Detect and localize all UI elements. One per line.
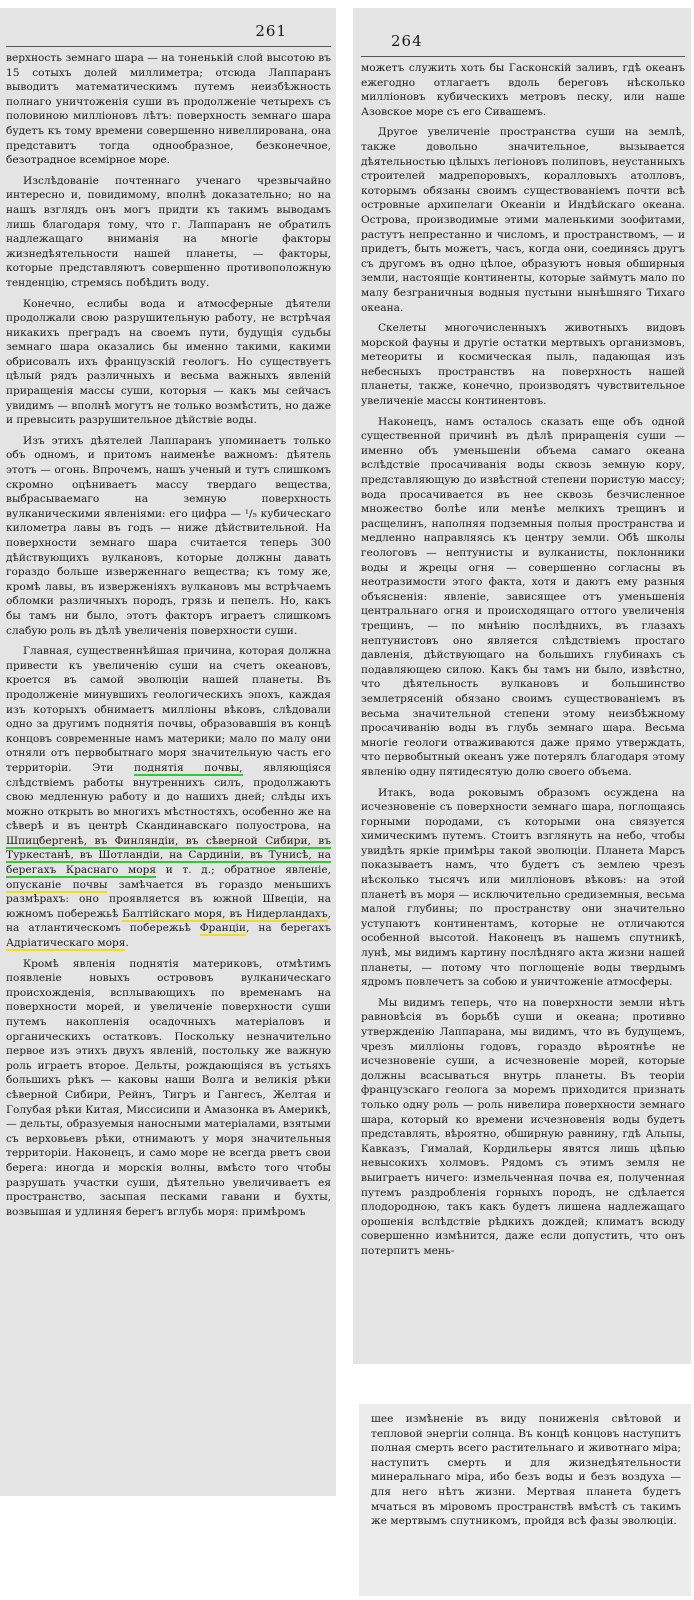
text-segment: Мы видимъ теперь, что на поверхности земли нѣтъ равновѣсія въ борьбѣ суши и океана; противно утвержденію Лаппарана, мы видимъ, что въ будущемъ, чрезъ милліоны годовъ, гораздо вѣроятнѣе не исчезновеніе суши, а исчезновеніе морей, которые должны всасываться внутрь планеты. Въ теоріи французскаго геолога за моремъ приходится признать только одну роль — роль нивелира поверхности земнаго шара, который ко времени исчезновенія воды будетъ представлять, вѣроятно, обширную равнину, гдѣ Альпы, Кавказъ, Гималай, Кордильеры явятся лишь цѣпью невысокихъ холмовъ. Рядомъ съ этимъ земля не выиграетъ ничего: измельченная почва ея, полученная путемъ раздробленія горныхъ породъ, не сдѣлается плодородною, такъ какъ будетъ лишена надлежащаго орошенія вслѣдствіе рѣдкихъ дождей; климатъ всюду совершенно измѣнится, даже если допустить, что онъ потерпитъ мень- bbox=[361, 996, 685, 1257]
left-page bbox=[0, 8, 336, 1496]
paragraph bbox=[361, 321, 685, 409]
right-page-body bbox=[361, 61, 685, 1259]
paragraph bbox=[361, 125, 685, 315]
paragraph bbox=[361, 415, 685, 780]
text-segment: верхность земнаго шара — на тоненькій слой высотою въ 15 сотыхъ долей миллиметра; отсюда Лаппаранъ выводитъ математическимъ путемъ неизбѣжность полнаго уничтоженія суши въ продолженіе четырехъ съ половиною милліоновъ лѣтъ: поверхность земнаго шара будетъ къ тому времени совершенно нивеллирована, она представитъ тогда однообразное, безконечное, безотрадное всемірное море. bbox=[6, 52, 331, 167]
text-segment: Изъ этихъ дѣятелей Лаппаранъ упоминаетъ только объ одномъ, и притомъ наименѣе важномъ: дѣятель этотъ — огонь. Впрочемъ, нашъ ученый и тутъ слишкомъ скромно оцѣниваетъ массу твердаго вещества, выбрасываемаго на земную поверхность вулканическими явленіями: его цифра — ¹/₅ кубическаго километра лавы въ годъ — ниже дѣйствительной. На поверхности земнаго шара считается теперь 300 дѣйствующихъ вулкановъ, которые должны давать гораздо больше изверженнаго вещества; къ тому же, кромѣ лавы, въ изверженіяхъ вулкановъ мы встрѣчаемъ обломки различныхъ породъ, грязь и пепелъ. Но, какъ бы тамъ ни было, этотъ факторъ играетъ слишкомъ слабую роль въ дѣлѣ увеличенія поверхности суши. bbox=[6, 434, 331, 637]
text-segment: являющіяся слѣдствіемъ работы внутреннихъ силъ, продолжаютъ свою медленную работу и до нашихъ дней; слѣды ихъ можно открыть во многихъ мѣстностяхъ, особенно же на сѣверѣ и въ центрѣ Скандинавскаго полуострова, на bbox=[6, 761, 332, 833]
page-number: 261 bbox=[255, 22, 287, 40]
text-segment: Главная, существеннѣйшая причина, которая должна привести къ увеличенію суши на счетъ океановъ, кроется въ самой эволюціи нашей планеты. Въ продолженіе минувшихъ геологическихъ эпохъ, каждая изъ которыхъ обнимаетъ милліоны вѣковъ, слѣдовали одно за другимъ поднятія почвы, образовавшія въ концѣ концовъ современные намъ материки; мало по малу они отняли отъ первобытнаго моря значительную часть его территоріи. Эти bbox=[6, 645, 331, 774]
paragraph bbox=[6, 957, 331, 1220]
header-rule bbox=[361, 56, 685, 57]
highlighted-text: Адріатическаго моря bbox=[6, 937, 126, 950]
text-segment: Итакъ, вода роковымъ образомъ осуждена на исчезновеніе съ поверхности земнаго шара, поглощаясь горными породами, съ которыми она связуется химическимъ путемъ. Стоитъ взглянуть на небо, чтобы увидѣть яркіе примѣры такой эволюціи. Планета Марсъ показываетъ намъ, что будетъ съ землею чрезъ нѣсколько тысячъ или милліоновъ вѣковъ: на этой планетѣ въ моря — исключительно средиземныя, весьма малой глубины; по пространству они значительно уступаютъ континентамъ, которые не отличаются особенной высотой. Наконецъ въ нашемъ спутникѣ, лунѣ, мы видимъ картину послѣдняго акта жизни нашей планеты, — потому что поглощеніе воды твердымъ ядромъ повлечетъ за собою и уничтоженіе атмосферы. bbox=[361, 786, 685, 989]
header-rule bbox=[6, 46, 331, 47]
text-segment: и т. д.; обратное явленіе, bbox=[156, 864, 331, 877]
text-segment: можетъ служить хоть бы Гасконскій заливъ, гдѣ океанъ ежегодно отлагаетъ вдоль береговъ нѣсколько милліоновъ кубическихъ метровъ песку, или наше Азовское море съ его Сивашемъ. bbox=[361, 62, 685, 118]
text-segment: . bbox=[125, 937, 129, 950]
paragraph bbox=[361, 996, 685, 1259]
page-number: 264 bbox=[391, 32, 423, 50]
highlighted-text: Шпицбергенѣ, въ Финляндіи, въ сѣверной Сибири, въ Туркестанѣ, въ Шотландіи, на Сардиніи, въ Тунисѣ, на берегахъ Краснаго моря bbox=[6, 834, 331, 877]
paragraph bbox=[361, 786, 685, 990]
text-segment: , на берегахъ bbox=[245, 922, 331, 935]
highlighted-text: Франціи bbox=[199, 922, 246, 935]
highlighted-text: поднятія почвы, bbox=[133, 761, 243, 774]
text-segment: замѣчается въ гораздо меньшихъ размѣрахъ: оно проявляется въ южной Швеціи, на южномъ побережьѣ bbox=[6, 878, 331, 920]
highlighted-text: Балтійскаго моря, въ Нидерландахъ bbox=[122, 907, 328, 920]
continuation-fragment bbox=[359, 1404, 691, 1596]
paragraph bbox=[6, 51, 331, 168]
paragraph bbox=[6, 434, 331, 638]
paragraph bbox=[371, 1412, 681, 1529]
paragraph bbox=[6, 174, 331, 291]
paragraph bbox=[6, 297, 331, 428]
text-segment: Изслѣдованіе почтеннаго ученаго чрезвычайно интересно и, повидимому, вполнѣ доказательно; но на нашъ взглядъ онъ могъ придти къ такимъ выводамъ лишь благодаря тому, что г. Лаппаранъ не обратилъ надлежащаго вниманія на многіе факторы жизнедѣятельности нашей планеты, — факторы, которые представляютъ совершенно противоположную тенденцію, стремясь побѣдить воду. bbox=[6, 174, 331, 289]
text-segment: Кромѣ явленія поднятія материковъ, отмѣтимъ появленіе новыхъ острововъ вулканическаго происхожденія, всплывающихъ по временамъ на поверхности морей, и увеличеніе поверхности суши путемъ накопленія осадочныхъ матеріаловъ и органическихъ остатковъ. Поскольку незначительно первое изъ этихъ двухъ явленій, постольку же важную роль играетъ второе. Дельты, рождающіяся въ устьяхъ большихъ рѣкъ — каковы наши Волга и великія рѣки сѣверной Сибири, Рейнъ, Тигръ и Гангесъ, Желтая и Голубая рѣки Китая, Миссисипи и Амазонка въ Америкѣ, — дельты, образуемыя наносными матеріалами, взятыми съ верховьевъ рѣки, отнимаютъ у моря значительныя территоріи. Наконецъ, и само море не всегда рветъ свои берега: иногда и морскія волны, вмѣсто того чтобы разрушать участки суши, дѣятельно увеличиваетъ ея пространство, засыпая песками гавани и бухты, возвышая и удлиняя берегъ вглубь моря: примѣромъ bbox=[6, 957, 331, 1218]
paragraph bbox=[361, 61, 685, 119]
text-segment: Скелеты многочисленныхъ животныхъ видовъ морской фауны и другіе остатки мертвыхъ организмовъ, метеориты и космическая пыль, падающая изъ небесныхъ пространствъ на поверхность нашей планеты, также, конечно, производятъ чувствительное увеличеніе массы континентовъ. bbox=[361, 322, 685, 408]
text-segment: шее измѣненіе въ виду пониженія свѣтовой и тепловой энергіи солнца. Въ концѣ концовъ наступитъ полная смерть всего растительнаго и животнаго міра; наступитъ смерть и для жизнедѣятельности минеральнаго міра, ибо безъ воды и безъ воздуха — для него нѣтъ жизни. Мертвая планета будетъ мчаться въ міровомъ пространствѣ вмѣстѣ съ такимъ же мертвымъ спутникомъ, пройдя всѣ фазы эволюціи. bbox=[371, 1413, 681, 1528]
continuation-body bbox=[371, 1412, 681, 1529]
text-segment: Наконецъ, намъ осталось сказать еще объ одной существенной причинѣ въ дѣлѣ приращенія суши — именно объ уменьшеніи объема самаго океана вслѣдствіе просачиванія воды сквозь земную кору, представляющую до извѣстной степени пористую массу; вода просачивается въ нее сквозь безчисленное множество болѣе или менѣе мелкихъ трещинъ и расщелинъ, наполняя подземныя полыя пространства и медленно направляясь къ центру земли. Обѣ школы геологовъ — нептунисты и вулканисты, поклонники воды и жрецы огня — совершенно согласны въ неотразимости этого факта, хотя и даютъ ему разныя объясненія: явленіе, зависящее отъ уменьшенія центральнаго огня и происходящаго оттого увеличенія трещинъ, — по мнѣнію послѣднихъ, въ глазахъ нептунистовъ оно является слѣдствіемъ простаго давленія, дѣйствующаго на большихъ глубинахъ съ подавляющею силою. Какъ бы тамъ ни было, извѣстно, что дѣятельность вулкановъ и большинство землетрясеній обязано своимъ существованіемъ въ весьма значительной степени этому неизбѣжному просачиванію воды въ глубь земнаго шара. Весьма многіе геологи отваживаются даже прямо утверждать, что первобытный океанъ уже потерялъ благодаря этому явленію одну пятидесятую долю своего объема. bbox=[361, 415, 685, 778]
paragraph bbox=[6, 644, 331, 950]
text-segment: Конечно, еслибы вода и атмосферные дѣятели продолжали свою разрушительную работу, не встрѣчая никакихъ преградъ на своемъ пути, будущія судьбы земнаго шара оказались бы именно такими, какими обрисовалъ ихъ французскій геологъ. Но существуетъ цѣлый рядъ различныхъ и весьма важныхъ явленій приращенія массы суши, которыя — какъ мы сейчасъ увидимъ — вполнѣ могутъ не только возмѣстить, но даже и превысить разрушительное дѣйствіе воды. bbox=[6, 297, 331, 427]
right-page bbox=[353, 8, 691, 1364]
left-page-body bbox=[6, 51, 331, 1219]
highlighted-text: опусканіе почвы bbox=[6, 878, 108, 891]
text-segment: , на атлантическомъ побережьѣ bbox=[6, 907, 331, 935]
text-segment: Другое увеличеніе пространства суши на землѣ, также довольно значительное, вызывается дѣятельностью цѣлыхъ легіоновъ полиповъ, неустанныхъ строителей мадрепоровыхъ, коралловыхъ атолловъ, которымъ обязаны своимъ существованіемъ почти всѣ островные архипелаги Океаніи и Индѣйскаго океана. Острова, производимые этими маленькими зоофитами, растутъ непрестанно и числомъ, и пространствомъ, — и придетъ, быть можетъ, часъ, когда они, соединясь другъ съ другомъ въ одно цѣлое, образуютъ новыя обширныя земли, настоящіе континенты, которые займутъ мало по малу безграничныя водныя пустыни нынѣшняго Тихаго океана. bbox=[361, 126, 685, 314]
